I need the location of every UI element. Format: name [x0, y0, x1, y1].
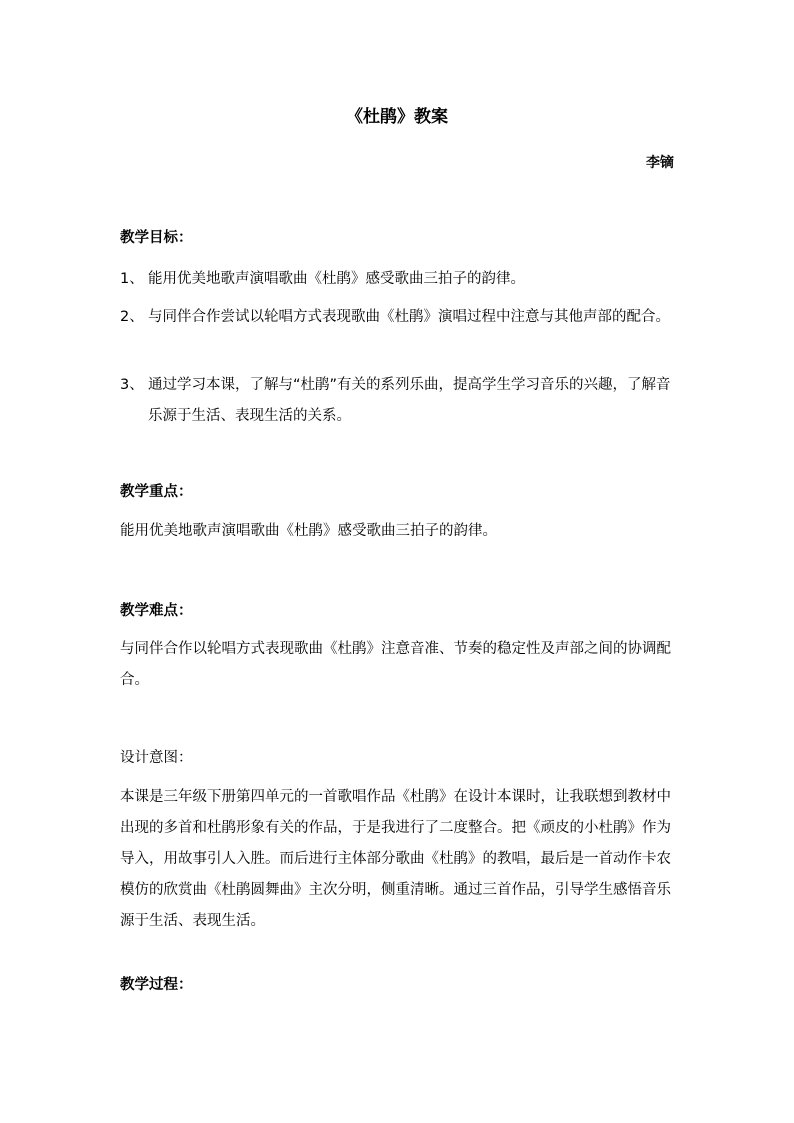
key-points-text: 能用优美地歌声演唱歌曲《杜鹃》感受歌曲三拍子的韵律。: [120, 523, 497, 539]
document-author: 李镝: [646, 155, 674, 171]
key-points-heading: 教学重点：: [120, 484, 193, 500]
objective-number: 2、: [120, 309, 144, 325]
design-intent-heading: 设计意图：: [120, 750, 193, 766]
objective-item-3: [120, 370, 675, 432]
objective-text: 通过学习本课，了解与“杜鹃”有关的系列乐曲，提高学生学习音乐的兴趣，了解音乐源于生活、表现生活的关系。: [148, 377, 671, 424]
objective-text: 与同伴合作尝试以轮唱方式表现歌曲《杜鹃》演唱过程中注意与其他声部的配合。: [148, 309, 670, 325]
difficulties-text: 与同伴合作以轮唱方式表现歌曲《杜鹃》注意音准、节奏的稳定性及声部之间的协调配合。: [120, 641, 671, 688]
difficulties-heading: 教学难点：: [120, 603, 193, 619]
document-title: 《杜鹃》教案: [346, 107, 448, 127]
objectives-heading: 教学目标：: [120, 230, 193, 246]
objective-number: 1、: [120, 271, 144, 287]
objective-item-1: [120, 264, 675, 295]
objective-number: 3、: [120, 377, 144, 393]
design-intent-text: 本课是三年级下册第四单元的一首歌唱作品《杜鹃》在设计本课时，让我联想到教材中出现的多首和杜鹃形象有关的作品，于是我进行了二度整合。把《顽皮的小杜鹃》作为导入，用故事引人入胜。而后进行主体部分歌曲《杜鹃》的教唱，最后是一首动作卡农模仿的欣赏曲《杜鹃圆舞曲》主次分明，侧重清晰。通过三首作品，引导学生感悟音乐源于生活、表现生活。: [120, 789, 671, 929]
objective-item-2: [120, 302, 675, 333]
process-heading: 教学过程：: [120, 977, 193, 993]
objective-text: 能用优美地歌声演唱歌曲《杜鹃》感受歌曲三拍子的韵律。: [148, 271, 525, 287]
